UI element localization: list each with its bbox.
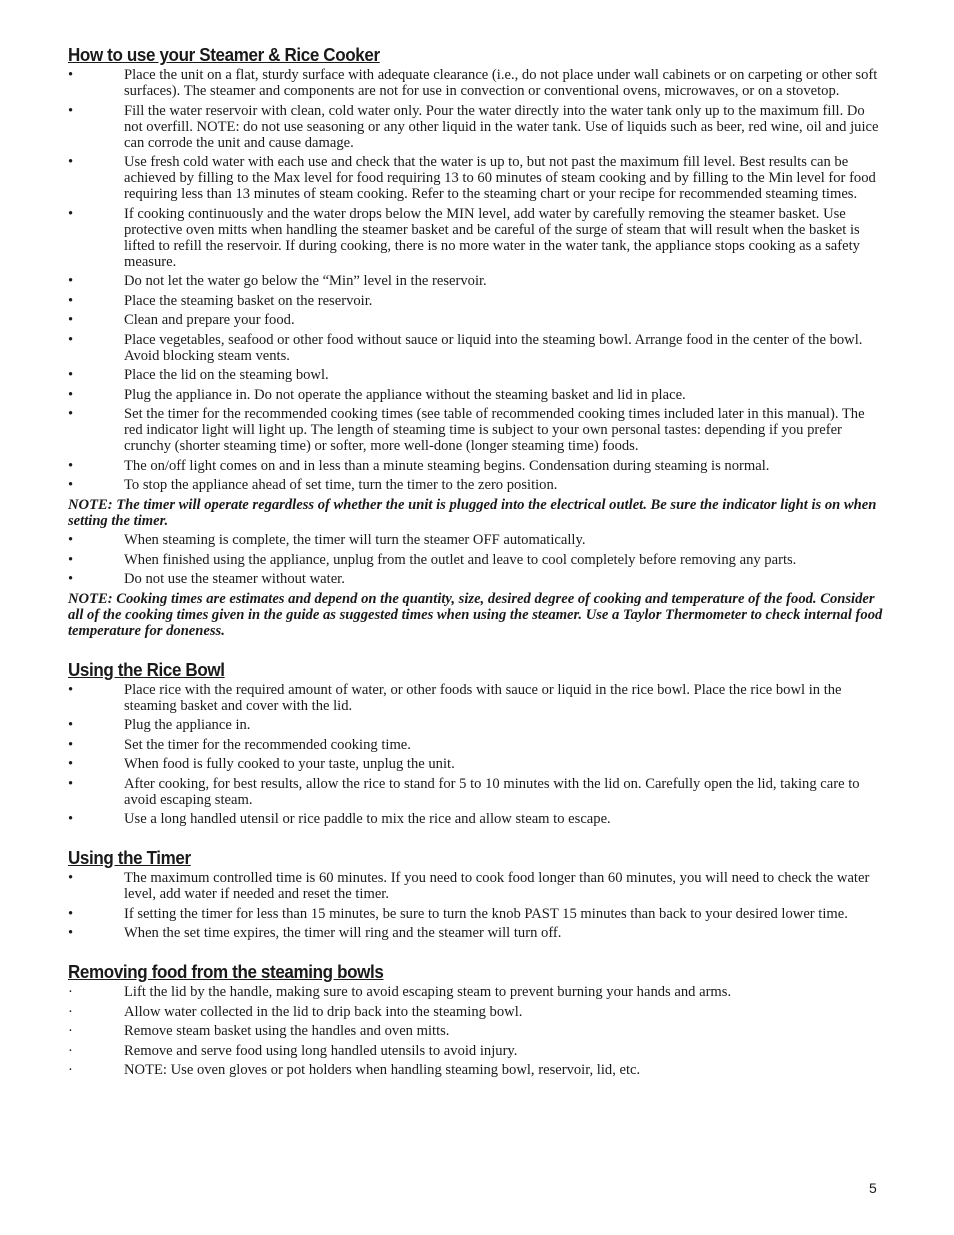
note-paragraph: NOTE: The timer will operate regardless of whether the unit is plugged into the electrical outlet. Be sure the indicator light is on when setting the timer. [68, 496, 877, 529]
bullet-marker: • [68, 367, 74, 383]
list-item-text: Do not use the steamer without water. [124, 571, 345, 587]
bullet-marker: • [68, 870, 74, 886]
list-item-text: The on/off light comes on and in less than a minute steaming begins. Condensation during steaming is normal. [124, 457, 770, 474]
bullet-marker: · [68, 1023, 73, 1039]
list-item [68, 67, 883, 99]
list-item [68, 1004, 883, 1020]
bullet-marker: · [68, 984, 73, 1000]
list-item [68, 1023, 883, 1039]
list-item [68, 532, 883, 548]
list-item-text: Remove and serve food using long handled utensils to avoid injury. [124, 1042, 518, 1059]
page-number: 5 [869, 1180, 877, 1196]
list-item-text: Remove steam basket using the handles and oven mitts. [124, 1023, 450, 1039]
bullet-marker: • [68, 571, 74, 587]
list-item [68, 776, 883, 808]
list-item-text: Plug the appliance in. Do not operate the appliance without the steaming basket and lid in place. [124, 386, 686, 403]
list-item-text: Fill the water reservoir with clean, cold water only. Pour the water directly into the water tank only up to the maximum fill. Do not overfill. NOTE: do not use seasoning or any other liquid in the water tank. Use of liquids such as beer, red wine, oil and juice can corrode the unit and cause damage. [124, 102, 879, 151]
list-item [68, 406, 883, 454]
bullet-marker: • [68, 925, 74, 941]
section [68, 659, 883, 828]
bullet-marker: • [68, 477, 74, 493]
list-item [68, 1043, 883, 1059]
bullet-marker: · [68, 1003, 73, 1020]
section-heading: Removing food from the steaming bowls [68, 961, 384, 982]
list-item [68, 387, 883, 403]
list-item [68, 717, 883, 733]
bullet-marker: · [68, 1062, 73, 1078]
list-item-text: When steaming is complete, the timer will turn the steamer OFF automatically. [124, 532, 586, 548]
list-item [68, 811, 883, 827]
list-item [68, 984, 883, 1000]
bullet-marker: • [68, 681, 74, 698]
list-item-text: Set the timer for the recommended cooking time. [124, 736, 411, 753]
bullet-marker: · [68, 1042, 73, 1059]
list-item [68, 756, 883, 772]
list-item-text: If cooking continuously and the water drops below the MIN level, add water by carefully removing the steamer basket. Use protective oven mitts when handling the steamer basket and be careful of the surge of steam that will result when the basket is lifted to refill the reservoir. If during cooking, there is no more water in the water tank, the appliance stops cooking as a safety measure. [124, 205, 860, 270]
list-item [68, 737, 883, 753]
section [68, 961, 883, 1078]
bullet-marker: • [68, 312, 74, 328]
list-item [68, 206, 883, 270]
list-item-text: Clean and prepare your food. [124, 312, 295, 328]
list-item [68, 332, 883, 364]
list-item [68, 870, 883, 902]
list-item-text: Place rice with the required amount of water, or other foods with sauce or liquid in the rice bowl. Place the rice bowl in the steaming basket and cover with the lid. [124, 681, 842, 714]
list-item-text: When finished using the appliance, unplug from the outlet and leave to cool completely before removing any parts. [124, 551, 797, 568]
list-item [68, 312, 883, 328]
bullet-marker: • [68, 273, 74, 289]
bullet-marker: • [68, 292, 74, 309]
bullet-marker: • [68, 532, 74, 548]
list-item [68, 273, 883, 289]
list-item-text: Do not let the water go below the “Min” level in the reservoir. [124, 273, 487, 289]
list-item [68, 925, 883, 941]
list-item-text: To stop the appliance ahead of set time, turn the timer to the zero position. [124, 477, 558, 493]
section-heading: Using the Timer [68, 847, 191, 868]
section-heading: Using the Rice Bowl [68, 658, 225, 680]
bullet-marker: • [68, 67, 74, 83]
bullet-marker: • [68, 457, 74, 474]
list-item-text: When food is fully cooked to your taste, unplug the unit. [124, 756, 455, 772]
bullet-marker: • [68, 905, 74, 922]
note-paragraph: NOTE: Cooking times are estimates and depend on the quantity, size, desired degree of cooking and temperature of the food. Consider all of the cooking times given in the guide as suggested times when using the steamer. Use a Taylor Thermometer to check internal food temperature for doneness. [68, 590, 883, 639]
section [68, 44, 883, 639]
bullet-marker: • [68, 736, 74, 753]
list-item-text: Place the steaming basket on the reservoir. [124, 292, 373, 309]
bullet-marker: • [68, 406, 74, 422]
list-item [68, 458, 883, 474]
list-item [68, 552, 883, 568]
section [68, 847, 883, 941]
list-item [68, 367, 883, 383]
bullet-marker: • [68, 811, 74, 827]
list-item-text: Use a long handled utensil or rice paddle to mix the rice and allow steam to escape. [124, 811, 611, 827]
manual-page [68, 44, 883, 1082]
list-item-text: The maximum controlled time is 60 minutes. If you need to cook food longer than 60 minutes, you will need to check the water level, add water if needed and reset the timer. [124, 870, 870, 902]
bullet-marker: • [68, 205, 74, 222]
list-item-text: Use fresh cold water with each use and check that the water is up to, but not past the maximum fill level. Best results can be achieved by filling to the Max level for food requiring 13 to 60 minutes of steam cooking and by filling to the Min level for food requiring less than 13 minutes of steam cooking. Refer to the steaming chart or your recipe for recommended steaming times. [124, 154, 876, 202]
bullet-marker: • [68, 386, 74, 403]
list-item-text: After cooking, for best results, allow the rice to stand for 5 to 10 minutes with the lid on. Carefully open the lid, taking care to avoid escaping steam. [124, 775, 860, 808]
list-item-text: NOTE: Use oven gloves or pot holders when handling steaming bowl, reservoir, lid, etc. [124, 1062, 641, 1078]
list-item [68, 477, 883, 493]
list-item [68, 1062, 883, 1078]
bullet-marker: • [68, 551, 74, 568]
list-item-text: Place the lid on the steaming bowl. [124, 367, 329, 383]
list-item-text: Set the timer for the recommended cooking times (see table of recommended cooking times included later in this manual). The red indicator light will light up. The length of steaming time is subject to your own personal tastes: depending if you prefer crunchy (shorter steaming time) or softer, more well-done (longer steaming time) foods. [124, 406, 865, 454]
bullet-marker: • [68, 717, 74, 733]
list-item [68, 571, 883, 587]
list-item-text: Allow water collected in the lid to drip back into the steaming bowl. [124, 1003, 523, 1020]
list-item-text: Lift the lid by the handle, making sure to avoid escaping steam to prevent burning your hands and arms. [124, 984, 732, 1000]
bullet-marker: • [68, 756, 74, 772]
list-item-text: When the set time expires, the timer will ring and the steamer will turn off. [124, 925, 562, 941]
list-item [68, 682, 883, 714]
list-item-text: Place vegetables, seafood or other food without sauce or liquid into the steaming bowl. Arrange food in the center of the bowl. Avoid blocking steam vents. [124, 331, 863, 364]
list-item [68, 906, 883, 922]
list-item [68, 103, 883, 151]
list-item [68, 293, 883, 309]
list-item-text: Place the unit on a flat, sturdy surface with adequate clearance (i.e., do not place under wall cabinets or on carpeting or other soft surfaces). The steamer and components are not for use in convection or conventional ovens, microwaves, or on a stovetop. [124, 67, 878, 99]
list-item-text: Plug the appliance in. [124, 717, 251, 733]
list-item [68, 154, 883, 202]
list-item-text: If setting the timer for less than 15 minutes, be sure to turn the knob PAST 15 minutes than back to your desired lower time. [124, 905, 848, 922]
bullet-marker: • [68, 102, 74, 119]
bullet-marker: • [68, 154, 74, 170]
bullet-marker: • [68, 775, 74, 792]
section-heading: How to use your Steamer & Rice Cooker [68, 44, 380, 65]
bullet-marker: • [68, 331, 74, 348]
